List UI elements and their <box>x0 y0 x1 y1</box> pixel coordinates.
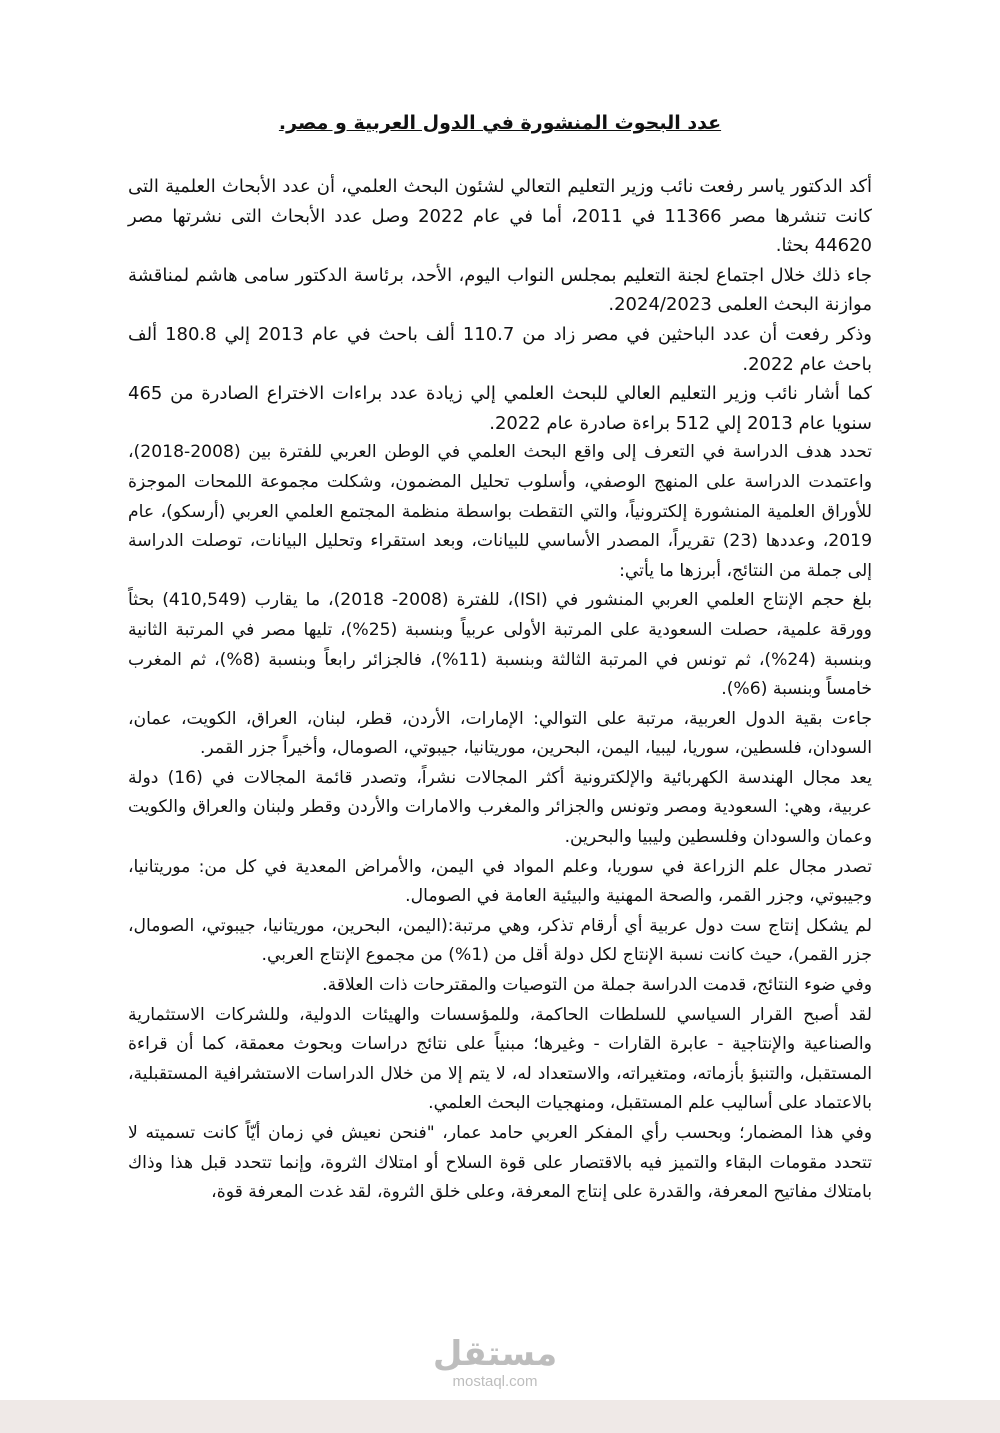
mostaql-watermark <box>420 1335 570 1391</box>
paragraph-10: لم يشكل إنتاج ست دول عربية أي أرقام تذكر، وهي مرتبة:(اليمن، البحرين، موريتانيا، جيبوتي، الصومال، جزر القمر)، حيث كانت نسبة الإنتاج لكل دولة أقل من (1%) من مجموع الإنتاج العربي. <box>128 915 872 966</box>
paragraph-2: جاء ذلك خلال اجتماع لجنة التعليم بمجلس النواب اليوم، الأحد، برئاسة الدكتور سامى هاشم لمناقشة موازنة البحث العلمى 2024/2023. <box>128 264 872 316</box>
document-title: عدد البحوث المنشورة في الدول العربية و مصر. <box>278 112 722 134</box>
paragraph-7: جاءت بقية الدول العربية، مرتبة على التوالي: الإمارات، الأردن، قطر، لبنان، العراق، الكويت، عمان، السودان، فلسطين، سوريا، ليبيا، اليمن، البحرين، موريتانيا، جيبوتي، الصومال، وأخيراً جزر القمر. <box>128 708 872 759</box>
paragraph-9: تصدر مجال علم الزراعة في سوريا، وعلم المواد في اليمن، والأمراض المعدية في كل من: موريتانيا، وجيبوتي، وجزر القمر، والصحة المهنية والبيئية العامة في الصومال. <box>128 856 872 907</box>
paragraph-1: أكد الدكتور ياسر رفعت نائب وزير التعليم التعالي لشئون البحث العلمي، أن عدد الأبحاث العلمية التى كانت تنشرها مصر 11366 في 2011، أما في عام 2022 وصل عدد الأبحاث التى نشرتها مصر 44620 بحثا. <box>128 176 872 257</box>
paragraph-12: لقد أصبح القرار السياسي للسلطات الحاكمة، وللمؤسسات والهيئات الدولية، وللشركات الاستثمارية والصناعية والإنتاجية - عابرة القارات - وغيرها؛ مبنياً على نتائج دراسات وبحوث معمقة، كما أن قراءة المستقبل، والتنبؤ بأزماته، ومتغيراته، والاستعداد له، لا يتم إلا من خلال الدراسات الاستشرافية المستقبلية، بالاعتماد على أساليب علم المستقبل، ومنهجيات البحث العلمي. <box>128 1004 872 1114</box>
paragraph-4: كما أشار نائب وزير التعليم العالي للبحث العلمي إلي زيادة عدد براءات الاختراع الصادرة من 465 سنويا عام 2013 إلي 512 براءة صادرة عام 2022. <box>128 383 872 434</box>
watermark-url: mostaql.com <box>452 1373 538 1390</box>
document-body <box>128 172 872 1208</box>
paragraph-11: وفي ضوء النتائج، قدمت الدراسة جملة من التوصيات والمقترحات ذات العلاقة. <box>322 975 872 996</box>
paragraph-5: تحدد هدف الدراسة في التعرف إلى واقع البحث العلمي في الوطن العربي للفترة بين (2008-2018)، واعتمدت الدراسة على المنهج الوصفي، وأسلوب تحليل المضمون، وشكلت مجموعة اللمحات الموجزة للأوراق العلمية المنشورة إلكترونياً، والتي التقطت بواسطة منظمة المجتمع العلمي العربي (أرسكو)، عام 2019، وعددها (23) تقريراً، المصدر الأساسي للبيانات، وبعد استقراء وتحليل البيانات، توصلت الدراسة إلى جملة من النتائج، أبرزها ما يأتي: <box>128 442 873 581</box>
watermark-logo: مستقل <box>432 1334 558 1374</box>
paragraph-8: يعد مجال الهندسة الكهربائية والإلكترونية أكثر المجالات نشراً، وتصدر قائمة المجالات في (16) دولة عربية، وهي: السعودية ومصر وتونس والجزائر والمغرب والامارات والأردن وقطر ولبنان والعراق والكويت وعمان والسودان وفلسطين وليبيا والبحرين. <box>128 767 873 848</box>
page-bottom-margin <box>0 1400 1000 1433</box>
paragraph-3: وذكر رفعت أن عدد الباحثين في مصر زاد من 110.7 ألف باحث في عام 2013 إلي 180.8 ألف باحث عام 2022. <box>128 323 872 375</box>
paragraph-6: بلغ حجم الإنتاج العلمي العربي المنشور في (ISI)، للفترة (2008- 2018)، ما يقارب (410,549) بحثاً وورقة علمية، حصلت السعودية على المرتبة الأولى عربياً وبنسبة (25%)، تليها مصر في المرتبة الثانية وبنسبة (24%)، ثم تونس في المرتبة الثالثة وبنسبة (11%)، فالجزائر رابعاً وبنسبة (8%)، ثم المغرب خامساً وبنسبة (6%). <box>128 590 872 700</box>
paragraph-13: وفي هذا المضمار؛ وبحسب رأي المفكر العربي حامد عمار، "فنحن نعيش في زمان أيّاً كانت تسميته لا تتحدد مقومات البقاء والتميز فيه بالاقتصار على قوة السلاح أو امتلاك الثروة، وإنما تتحدد قبل هذا وذاك بامتلاك مفاتيح المعرفة، والقدرة على إنتاج المعرفة، وعلى خلق الثروة، لقد غدت المعرفة قوة، <box>128 1123 872 1203</box>
